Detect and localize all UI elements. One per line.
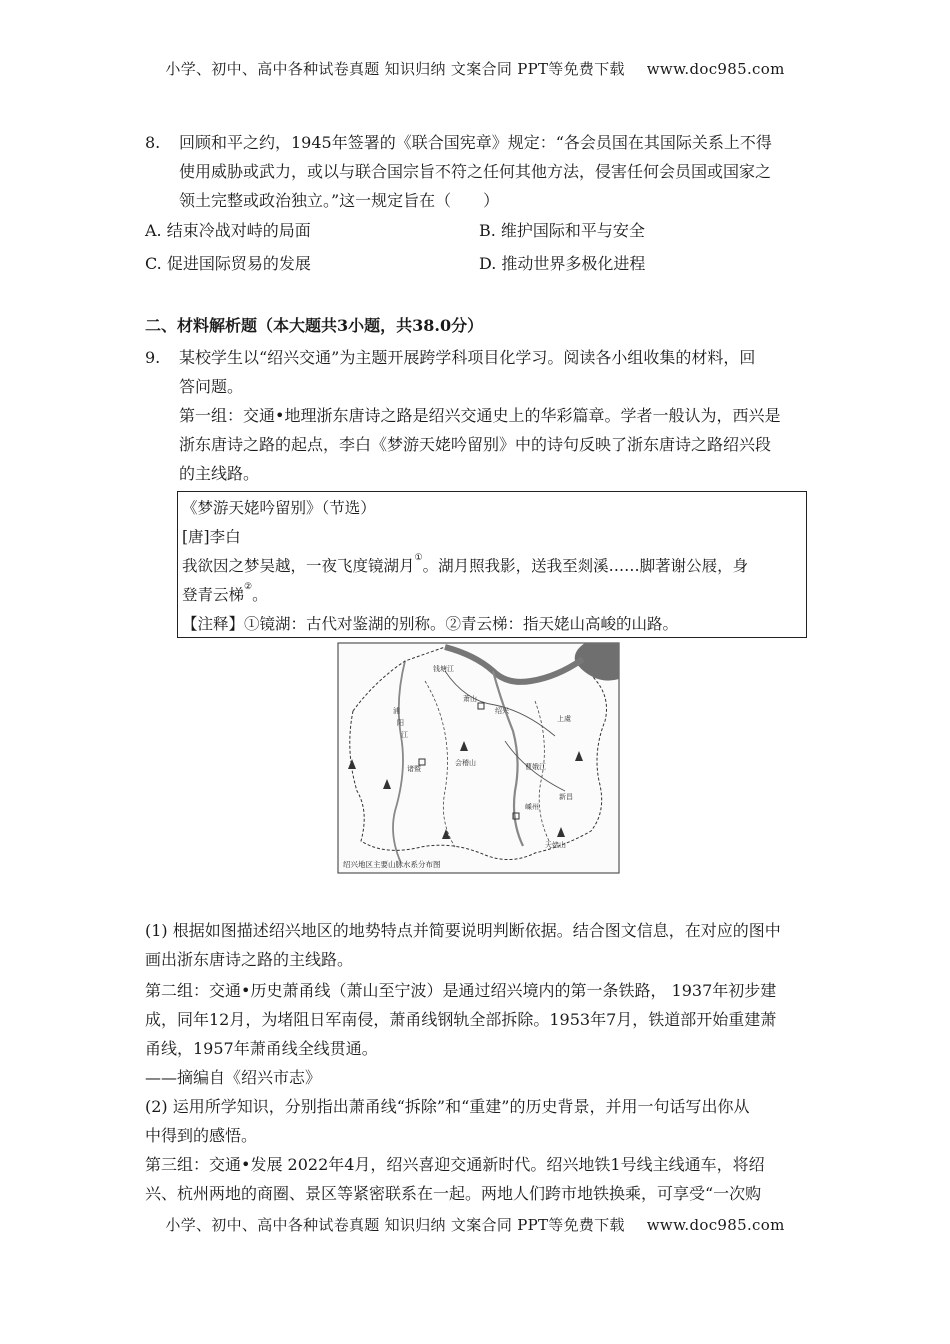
footer-url: www.doc985.com (646, 1216, 785, 1234)
poem-note: 【注释】①镜湖：古代对鉴湖的别称。②青云梯：指天姥山高峻的山路。 (182, 615, 679, 633)
map-label: 浦 (393, 707, 400, 715)
map-label: 新昌 (559, 793, 573, 801)
stem-line: 第一组：交通•地理浙东唐诗之路是绍兴交通史上的华彩篇章。学者一般认为，西兴是 (179, 406, 781, 425)
material-line: 第二组：交通•历史萧甬线（萧山至宁波）是通过绍兴境内的第一条铁路， 1937年初步建 (145, 981, 777, 1000)
stem-line: 浙东唐诗之路的起点，李白《梦游天姥吟留别》中的诗句反映了浙东唐诗之路绍兴段 (179, 435, 772, 454)
option-d[interactable]: D. 推动世界多极化进程 (479, 254, 646, 273)
sub-question-line: (2) 运用所学知识，分别指出萧甬线“拆除”和“重建”的历史背景，并用一句话写出你从 (145, 1097, 750, 1116)
poem-box (177, 491, 807, 638)
header-text: 小学、初中、高中各种试卷真题 知识归纳 文案合同 PPT等免费下载 (165, 60, 625, 78)
map-label: 江 (401, 731, 408, 739)
section-title: 二、材料解析题（本大题共3小题，共38.0分） (145, 316, 484, 335)
material-source: ——摘编自《绍兴市志》 (145, 1068, 322, 1087)
material-line: 成，同年12月，为堵阻日军南侵，萧甬线钢轨全部拆除。1953年7月，铁道部开始重建萧 (145, 1010, 777, 1029)
note-mark: ② (244, 582, 253, 592)
group-2-material (145, 976, 810, 1208)
sub-question-line: (1) 根据如图描述绍兴地区的地势特点并简要说明判断依据。结合图文信息，在对应的图中 (145, 921, 781, 940)
map-label: 诸暨 (407, 765, 421, 773)
stem-line: 某校学生以“绍兴交通”为主题开展跨学科项目化学习。阅读各小组收集的材料，回 (179, 348, 756, 367)
map-label: 嵊州 (525, 803, 539, 811)
question-stem (179, 128, 810, 215)
material-line: 第三组：交通•发展 2022年4月，绍兴喜迎交通新时代。绍兴地铁1号线主线通车，将绍 (145, 1155, 765, 1174)
material-line: 兴、杭州两地的商圈、景区等紧密联系在一起。两地人们跨市地铁换乘，可享受“一次购 (145, 1184, 762, 1203)
poem-title: 《梦游天姥吟留别》（节选） (182, 499, 376, 517)
poem-line: 我欲因之梦吴越，一夜飞度镜湖月①。湖月照我影，送我至剡溪……脚著谢公屐，身 (182, 553, 749, 575)
sub-question-line: 中得到的感悟。 (145, 1126, 258, 1145)
map-label: 绍兴 (495, 707, 509, 715)
option-a[interactable]: A. 结束冷战对峙的局面 (145, 221, 311, 240)
map-label: 上虞 (557, 715, 571, 723)
stem-line: 回顾和平之约，1945年签署的《联合国宪章》规定：“各会员国在其国际关系上不得 (179, 133, 772, 152)
footer-text: 小学、初中、高中各种试卷真题 知识归纳 文案合同 PPT等免费下载 (165, 1216, 625, 1234)
sub-question-line: 画出浙东唐诗之路的主线路。 (145, 950, 354, 969)
note-mark: ① (414, 553, 423, 563)
map-caption: 绍兴地区主要山脉水系分布图 (343, 860, 441, 869)
shaoxing-map (335, 641, 622, 876)
page-header (0, 58, 950, 79)
header-url: www.doc985.com (646, 60, 785, 78)
map-label: 会稽山 (455, 759, 476, 767)
poem-line: 登青云梯②。 (182, 582, 268, 604)
question-number: 9. (145, 348, 161, 367)
map-label: 钱塘江 (433, 665, 454, 673)
stem-line: 使用威胁或武力，或以与联合国宗旨不符之任何其他方法，侵害任何会员国或国家之 (179, 162, 772, 181)
poem-author: [唐]李白 (182, 528, 241, 546)
page-footer (0, 1214, 950, 1235)
question-stem (179, 343, 810, 488)
stem-line: 答问题。 (179, 377, 244, 396)
stem-line: 的主线路。 (179, 464, 260, 483)
material-line: 甬线，1957年萧甬线全线贯通。 (145, 1039, 378, 1058)
map-label: 萧山 (463, 695, 477, 703)
question-8 (145, 128, 810, 215)
map-label: 曹娥江 (525, 763, 546, 771)
option-c[interactable]: C. 促进国际贸易的发展 (145, 254, 311, 273)
map-label: 天姥山 (545, 841, 566, 849)
sub-question-1 (145, 916, 810, 974)
map-label: 阳 (397, 719, 404, 727)
option-b[interactable]: B. 维护国际和平与安全 (479, 221, 645, 240)
question-number: 8. (145, 133, 161, 152)
question-9 (145, 343, 810, 488)
stem-line: 领土完整或政治独立。”这一规定旨在（ ） (179, 191, 500, 210)
